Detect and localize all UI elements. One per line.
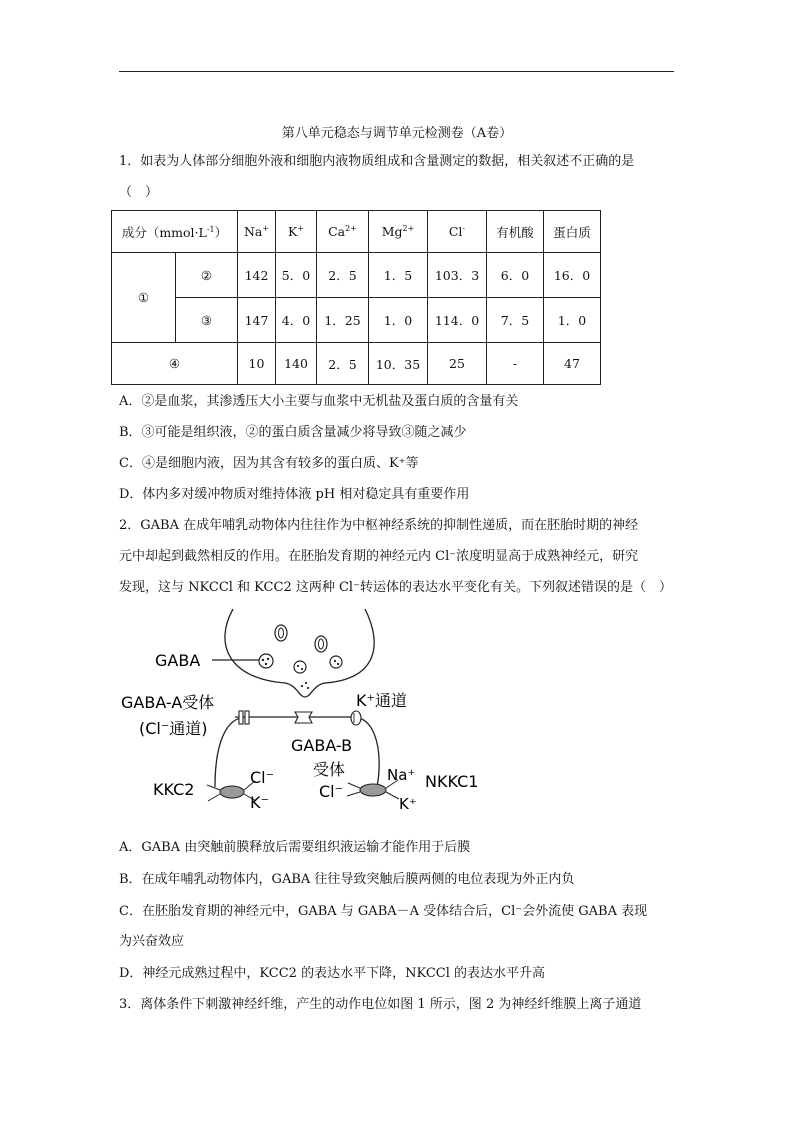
q1-stem-line1: 1．如表为人体部分细胞外液和细胞内液物质组成和含量测定的数据，相关叙述不正确的是 xyxy=(119,154,635,169)
table-row xyxy=(112,343,601,385)
q2-stem-line1: 2．GABA 在成年哺乳动物体内往往作为中枢神经系统的抑制性递质，而在胚胎时期的神经 xyxy=(119,518,639,533)
gaba-b-label-line2: 受体 xyxy=(313,760,346,779)
header-rule xyxy=(119,71,674,72)
table-cell: 10 xyxy=(238,343,276,385)
k-channel-icon xyxy=(351,711,361,725)
nkcc1-label: NKKC1 xyxy=(425,772,479,791)
table-row xyxy=(112,298,601,343)
kcc2-k-label: K⁻ xyxy=(250,793,269,812)
synapse-diagram xyxy=(115,605,495,815)
q2-option-d: D．神经元成熟过程中，KCC2 的表达水平下降，NKCCl 的表达水平升高 xyxy=(119,966,546,981)
col-header-organic-acid: 有机酸 xyxy=(487,211,544,253)
q2-stem-line2: 元中却起到截然相反的作用。在胚胎发育期的神经元内 Cl⁻浓度明显高于成熟神经元，研究 xyxy=(119,549,639,564)
q3-stem-line1: 3．离体条件下刺激神经纤维，产生的动作电位如图 1 所示，图 2 为神经纤维膜上离子通道 xyxy=(119,997,642,1012)
table-cell: 1．5 xyxy=(369,253,428,298)
nkcc1-k-label: K⁺ xyxy=(399,795,417,813)
q1-option-a: A．②是血浆，其渗透压大小主要与血浆中无机盐及蛋白质的含量有关 xyxy=(119,394,519,409)
kcc2-cl-label: Cl⁻ xyxy=(250,768,275,787)
col-header-protein: 蛋白质 xyxy=(544,211,601,253)
table-cell: 25 xyxy=(428,343,487,385)
gaba-vesicle-icon xyxy=(294,661,306,673)
presynaptic-terminal xyxy=(225,609,374,697)
row-label: ④ xyxy=(112,343,238,385)
q2-option-c-cont: 为兴奋效应 xyxy=(119,934,185,949)
table-cell: 1．0 xyxy=(369,298,428,343)
q2-option-b: B．在成年哺乳动物体内，GABA 往往导致突触后膜两侧的电位表现为外正内负 xyxy=(119,872,575,887)
q1-option-c: C．④是细胞内液，因为其含有较多的蛋白质、K⁺等 xyxy=(119,456,419,471)
table-cell: 47 xyxy=(544,343,601,385)
row-group-label: ① xyxy=(112,253,176,343)
row-label: ③ xyxy=(176,298,238,343)
q1-stem-line2: （ ） xyxy=(119,185,159,200)
table-cell: 2．5 xyxy=(317,343,369,385)
table-cell: 2．5 xyxy=(317,253,369,298)
table-cell: 1．25 xyxy=(317,298,369,343)
table-cell: 16．0 xyxy=(544,253,601,298)
col-header-ca: $Ca^{2+}$ xyxy=(317,211,369,253)
nkcc1-transporter-icon xyxy=(360,784,386,796)
row-label: ② xyxy=(176,253,238,298)
gaba-label: GABA xyxy=(155,651,201,670)
col-header-na: Na+ xyxy=(238,211,276,253)
q2-option-c: C．在胚胎发育期的神经元中，GABA 与 GABA－A 受体结合后，Cl⁻会外流使 GABA 表现 xyxy=(119,904,648,919)
gaba-vesicle-icon xyxy=(330,656,342,668)
page-title: 第八单元稳态与调节单元检测卷（A卷） xyxy=(281,126,513,141)
table-cell: 140 xyxy=(276,343,317,385)
table-row xyxy=(112,253,601,298)
table-cell: 10．35 xyxy=(369,343,428,385)
table-header-cell: 成分$(mmol\cdot L^{-1})$ xyxy=(112,211,238,253)
kcc2-transporter-icon xyxy=(220,786,244,798)
gaba-a-receptor-icon xyxy=(239,711,243,724)
gaba-a-receptor-label: GABA-A受体 xyxy=(121,693,215,712)
q1-data-table xyxy=(111,210,601,385)
table-cell: 142 xyxy=(238,253,276,298)
table-cell: 7．5 xyxy=(487,298,544,343)
table-cell: 103．3 xyxy=(428,253,487,298)
table-cell: 114．0 xyxy=(428,298,487,343)
table-cell: 4．0 xyxy=(276,298,317,343)
q1-option-d: D．体内多对缓冲物质对维持体液 pH 相对稳定具有重要作用 xyxy=(119,487,470,502)
table-cell: 6．0 xyxy=(487,253,544,298)
nkcc1-na-label: Na⁺ xyxy=(387,766,416,784)
col-header-mg: $Mg^{2+}$ xyxy=(369,211,428,253)
cl-channel-label: (Cl⁻通道) xyxy=(139,719,208,738)
col-header-cl: Cl- xyxy=(428,211,487,253)
table-cell: 147 xyxy=(238,298,276,343)
q1-option-b: B．③可能是组织液，②的蛋白质含量减少将导致③随之减少 xyxy=(119,425,467,440)
vesicle-icon xyxy=(275,625,287,641)
gaba-b-receptor-icon xyxy=(295,712,312,723)
q2-option-a: A．GABA 由突触前膜释放后需要组织液运输才能作用于后膜 xyxy=(119,840,471,855)
vesicle-icon xyxy=(279,628,284,638)
k-channel-label: K⁺通道 xyxy=(356,691,407,710)
q2-stem-line3: 发现，这与 NKCCl 和 KCC2 这两种 Cl⁻转运体的表达水平变化有关。下列叙述错误的是（ ） xyxy=(119,580,672,595)
table-cell: 1．0 xyxy=(544,298,601,343)
gaba-b-label-line1: GABA-B xyxy=(291,736,353,755)
col-header-k: K+ xyxy=(276,211,317,253)
table-cell: 5．0 xyxy=(276,253,317,298)
vesicle-icon xyxy=(319,639,324,649)
kcc2-label: KKC2 xyxy=(153,780,195,799)
gaba-vesicle-icon xyxy=(259,654,273,668)
vesicle-icon xyxy=(315,636,327,652)
table-cell: - xyxy=(487,343,544,385)
nkcc1-cl-label: Cl⁻ xyxy=(319,782,344,801)
